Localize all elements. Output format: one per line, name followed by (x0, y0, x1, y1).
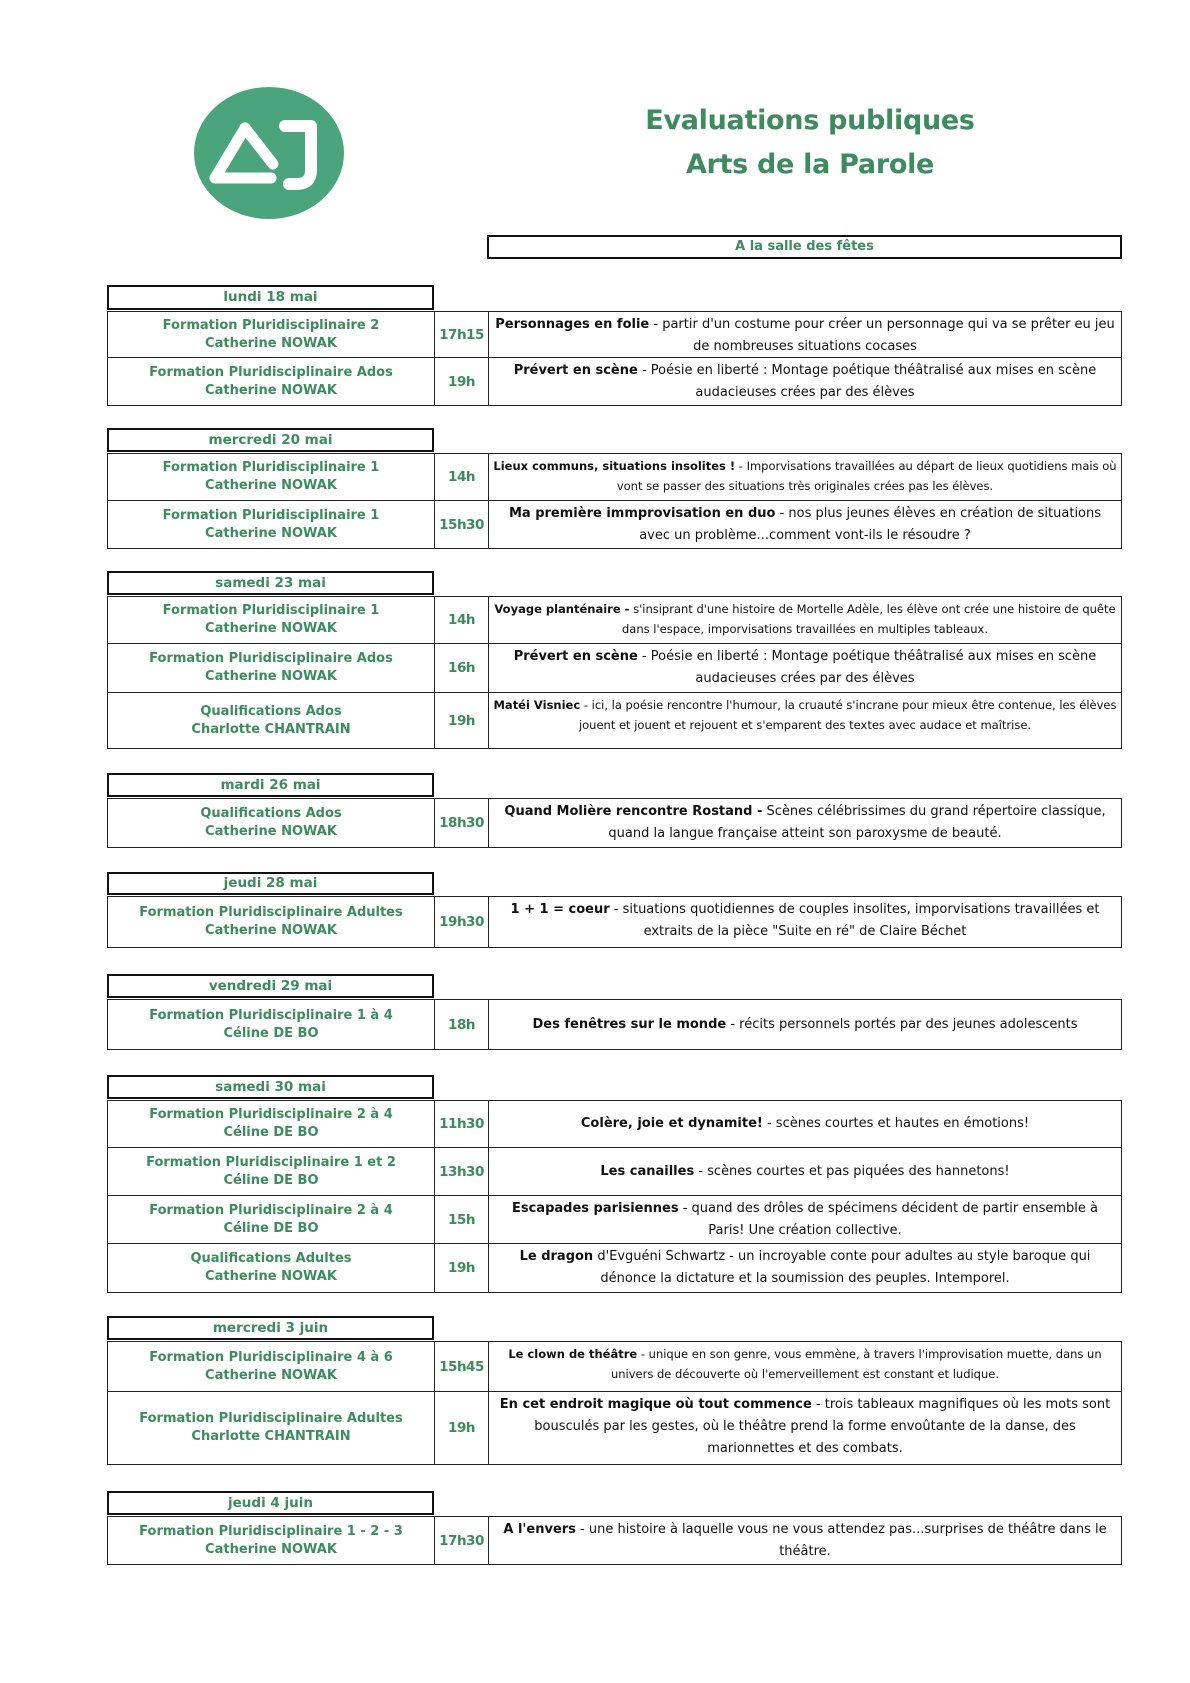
event-teacher: Catherine NOWAK (205, 478, 337, 493)
event-text: - Imporvisations travaillées au départ de lieux quotidiens mais où vont se passer des situations très originales crées pas les élèves. (616, 459, 1117, 493)
event-teacher: Charlotte CHANTRAIN (191, 1429, 351, 1444)
event-title: Ma première immprovisation en duo (508, 506, 776, 521)
event-group-cell (108, 1517, 435, 1564)
event-time: 15h45 (435, 1342, 489, 1391)
event-group-cell (108, 1392, 435, 1464)
event-group: Qualifications Adultes (190, 1251, 352, 1266)
event-text: - quand des drôles de spécimens décident de partir ensemble à Paris! Une création collective. (678, 1201, 1099, 1238)
event-title: En cet endroit magique où tout commence (499, 1397, 812, 1412)
event-title: Colère, joie et dynamite! (580, 1116, 763, 1131)
event-group-cell (108, 358, 435, 405)
event-row (107, 999, 1122, 1050)
day-header: mercredi 20 mai (107, 428, 434, 452)
event-group: Formation Pluridisciplinaire Adultes (139, 1411, 403, 1426)
event-text: d'Evguéni Schwartz - un incroyable conte pour adultes au style baroque qui dénonce la dictature et la soumission des peuples. Intemporel. (593, 1249, 1091, 1286)
event-time: 19h (435, 1392, 489, 1464)
event-group: Formation Pluridisciplinaire 1 et 2 (146, 1154, 396, 1170)
event-row (107, 896, 1122, 948)
event-time: 19h (435, 1244, 489, 1292)
event-teacher: Céline DE BO (223, 1125, 319, 1140)
event-time: 13h30 (435, 1148, 489, 1195)
event-group: Formation Pluridisciplinaire Ados (149, 364, 393, 380)
event-row (107, 693, 1122, 749)
event-group-cell (108, 312, 435, 357)
event-group-cell (108, 597, 435, 643)
day-header: mercredi 3 juin (107, 1316, 434, 1340)
event-group: Formation Pluridisciplinaire 2 à 4 (149, 1107, 393, 1122)
event-group: Formation Pluridisciplinaire 1 - 2 - 3 (139, 1523, 403, 1539)
page-subtitle: Arts de la Parole (685, 149, 935, 180)
event-description (489, 799, 1121, 847)
event-group: Formation Pluridisciplinaire Adultes (139, 905, 403, 920)
event-time: 18h (435, 1000, 489, 1049)
event-time: 19h30 (435, 897, 489, 947)
event-title: Des fenêtres sur le monde (532, 1016, 727, 1032)
event-text: - ici, la poésie rencontre l'humour, la cruauté s'incrane pour mieux être contenue, les élèves jouent et jouent et rejouent et s'emparent des textes avec audace et maîtrise. (578, 698, 1117, 732)
event-row (107, 1392, 1122, 1465)
event-teacher: Catherine NOWAK (205, 824, 337, 839)
event-teacher: Catherine NOWAK (205, 1541, 337, 1557)
page-title: Evaluations publiques (645, 105, 975, 136)
event-teacher: Charlotte CHANTRAIN (191, 721, 351, 737)
event-text: - unique en son genre, vous emmène, à travers l'improvisation muette, dans un univers de découverte où l'emerveillement est constant et ludique. (610, 1347, 1102, 1381)
event-title: A l'envers (503, 1522, 576, 1537)
day-header: samedi 30 mai (107, 1075, 434, 1099)
event-text: Scènes célébrissimes du grand répertoire classique, quand la langue française atteint son paroxysme de beauté. (608, 804, 1106, 841)
logo-graphic (193, 86, 345, 220)
event-row (107, 311, 1122, 358)
event-teacher: Céline DE BO (223, 1025, 319, 1041)
event-teacher: Catherine NOWAK (205, 621, 337, 636)
day-header: jeudi 28 mai (107, 872, 434, 895)
day-header: mardi 26 mai (107, 773, 434, 797)
event-title: Voyage planténaire - (494, 602, 630, 616)
event-text: - partir d'un costume pour créer un personnage qui va se prêter eu jeu de nombreuses situations cocases (649, 317, 1115, 354)
event-group-cell (108, 644, 435, 692)
event-description (489, 501, 1121, 548)
event-description (489, 644, 1121, 692)
event-title: Le clown de théâtre (508, 1347, 638, 1361)
event-group: Formation Pluridisciplinaire 1 (162, 507, 380, 523)
event-title: Prévert en scène (513, 649, 638, 664)
event-row (107, 596, 1122, 644)
event-time: 17h30 (435, 1517, 489, 1564)
event-title: Les canailles (600, 1163, 695, 1179)
event-time: 19h (435, 358, 489, 405)
event-row (107, 453, 1122, 501)
event-group: Qualifications Ados (200, 703, 342, 719)
event-group: Qualifications Ados (200, 806, 342, 821)
event-teacher: Catherine NOWAK (205, 1269, 337, 1284)
event-group-cell (108, 1342, 435, 1391)
event-title: 1 + 1 = coeur (510, 902, 610, 917)
event-title: Escapades parisiennes (511, 1201, 679, 1216)
event-description (489, 312, 1121, 357)
event-description (489, 693, 1121, 748)
event-description (489, 1196, 1121, 1243)
event-text: - Poésie en liberté : Montage poétique théâtralisé aux mises en scène audacieuses crées par des élèves (637, 649, 1097, 686)
event-row (107, 1516, 1122, 1565)
event-row (107, 501, 1122, 549)
event-text: - une histoire à laquelle vous ne vous attendez pas...surprises de théâtre dans le théâtre. (575, 1522, 1107, 1559)
event-text: - scènes courtes et hautes en émotions! (762, 1116, 1030, 1131)
event-description (489, 1244, 1121, 1292)
event-description (489, 358, 1121, 405)
event-group-cell (108, 897, 435, 947)
event-text: - trois tableaux magnifiques où les mots sont bousculés par les gestes, où le théâtre prend la forme envoûtante de la danse, des marionnettes et des combats. (534, 1397, 1111, 1456)
event-row (107, 358, 1122, 406)
event-description (489, 1000, 1121, 1049)
day-header: jeudi 4 juin (107, 1491, 434, 1515)
event-row (107, 798, 1122, 848)
event-teacher: Céline DE BO (223, 1220, 319, 1236)
event-group-cell (108, 1000, 435, 1049)
event-group-cell (108, 693, 435, 748)
event-description (489, 1148, 1121, 1195)
event-description (489, 597, 1121, 643)
event-text: - scènes courtes et pas piquées des hannetons! (694, 1163, 1010, 1179)
event-title: Prévert en scène (513, 363, 638, 378)
day-header: vendredi 29 mai (107, 974, 434, 998)
event-text: - Poésie en liberté : Montage poétique théâtralisé aux mises en scène audacieuses crées par des élèves (637, 363, 1097, 400)
event-teacher: Céline DE BO (223, 1172, 319, 1188)
event-group-cell (108, 799, 435, 847)
event-group-cell (108, 1101, 435, 1147)
event-group-cell (108, 454, 435, 500)
event-text: - nos plus jeunes élèves en création de situations avec un problème...comment vont-ils le résoudre ? (639, 506, 1102, 543)
event-time: 15h30 (435, 501, 489, 548)
event-teacher: Catherine NOWAK (205, 382, 337, 398)
event-title: Matéi Visniec (493, 698, 581, 712)
event-title: Personnages en folie (495, 317, 650, 332)
event-teacher: Catherine NOWAK (205, 669, 337, 684)
event-title: Quand Molière rencontre Rostand - (504, 804, 763, 819)
event-row (107, 644, 1122, 693)
event-title: Lieux communs, situations insolites ! (493, 459, 736, 473)
location-banner: A la salle des fêtes (487, 235, 1122, 259)
event-time: 14h (435, 597, 489, 643)
event-time: 11h30 (435, 1101, 489, 1147)
event-group-cell (108, 1196, 435, 1243)
event-text: - récits personnels portés par des jeunes adolescents (726, 1016, 1078, 1032)
event-row (107, 1196, 1122, 1244)
event-group: Formation Pluridisciplinaire 2 à 4 (149, 1202, 393, 1218)
event-group: Formation Pluridisciplinaire 1 (162, 603, 380, 618)
event-group-cell (108, 1148, 435, 1195)
event-row (107, 1148, 1122, 1196)
event-teacher: Catherine NOWAK (205, 525, 337, 541)
event-description (489, 1342, 1121, 1391)
event-text: s'insiprant d'une histoire de Mortelle Adèle, les élève ont crée une histoire de quête dans l'espace, imporvisations travaillées en multiples tableaux. (621, 602, 1116, 636)
event-description (489, 1517, 1121, 1564)
event-time: 18h30 (435, 799, 489, 847)
event-text: - situations quotidiennes de couples insolites, imporvisations travaillées et extraits de la pièce "Suite en ré" de Claire Béchet (609, 902, 1100, 939)
event-teacher: Catherine NOWAK (205, 923, 337, 938)
event-description (489, 454, 1121, 500)
event-group: Formation Pluridisciplinaire 2 (162, 317, 380, 333)
event-row (107, 1341, 1122, 1392)
event-title: Le dragon (519, 1249, 594, 1264)
event-time: 17h15 (435, 312, 489, 357)
event-group: Formation Pluridisciplinaire 1 (162, 460, 380, 475)
event-group-cell (108, 501, 435, 548)
event-group-cell (108, 1244, 435, 1292)
event-group: Formation Pluridisciplinaire 4 à 6 (149, 1349, 393, 1365)
event-group: Formation Pluridisciplinaire Ados (149, 651, 393, 666)
event-teacher: Catherine NOWAK (205, 335, 337, 351)
event-group: Formation Pluridisciplinaire 1 à 4 (149, 1007, 393, 1023)
aj-logo (193, 86, 345, 220)
event-time: 14h (435, 454, 489, 500)
event-time: 19h (435, 693, 489, 748)
event-row (107, 1100, 1122, 1148)
event-time: 15h (435, 1196, 489, 1243)
event-description (489, 1101, 1121, 1147)
day-header: samedi 23 mai (107, 571, 434, 595)
event-time: 16h (435, 644, 489, 692)
event-teacher: Catherine NOWAK (205, 1367, 337, 1383)
day-header: lundi 18 mai (107, 285, 434, 310)
event-description (489, 897, 1121, 947)
event-description (489, 1392, 1121, 1464)
event-row (107, 1244, 1122, 1293)
